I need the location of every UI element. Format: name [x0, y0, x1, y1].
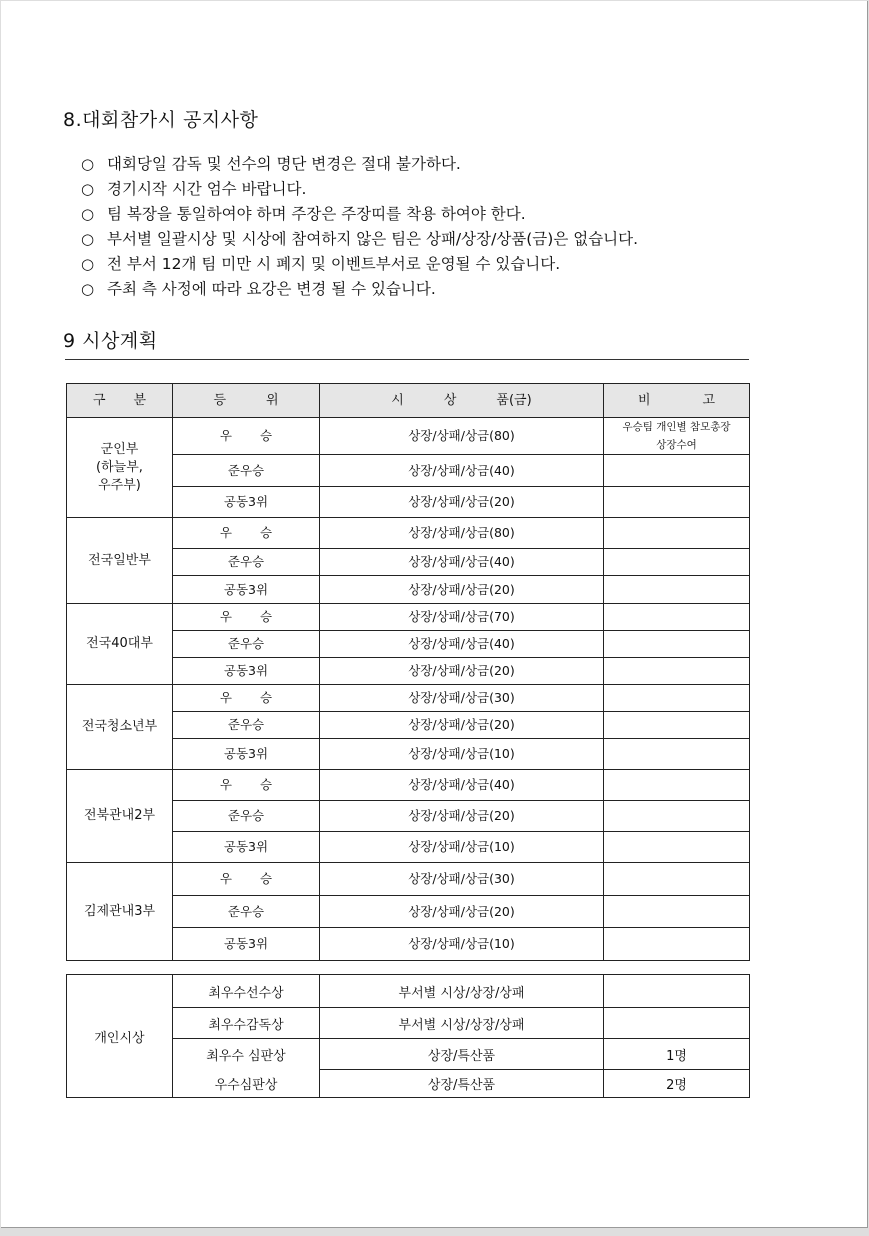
rank-text: 준우승: [227, 808, 265, 823]
division-name-line: 김제관내3부: [83, 903, 156, 919]
notice-item: [81, 177, 638, 202]
rank-text: 승: [260, 428, 273, 443]
notice-list: [81, 152, 638, 302]
header-prize: 시 상 품(금): [320, 384, 604, 418]
rank-text: 준우승: [227, 636, 265, 651]
remark-cell: [604, 928, 750, 961]
remark-cell: [604, 658, 750, 685]
prize-cell: 상장/상패/상금(20): [320, 658, 604, 685]
rank-cell: [173, 928, 320, 961]
individual-division-name: 개인시상: [67, 975, 173, 1098]
remark-cell: [604, 418, 750, 455]
division-name-line: (하늘부,: [96, 459, 143, 475]
award-row: [67, 418, 750, 455]
rank-text: 공동3위: [223, 494, 269, 509]
remark-cell: [604, 685, 750, 712]
rank-text: 공동3위: [223, 936, 269, 951]
notice-item: [81, 252, 638, 277]
header-division: 구 분: [67, 384, 173, 418]
division-name-line: 전국일반부: [88, 552, 151, 568]
rank-text: 우: [219, 777, 232, 792]
rank-cell: [173, 455, 320, 487]
individual-award-prize: 상장/특산품: [320, 1070, 604, 1098]
rank-cell: [173, 896, 320, 928]
remark-cell: [604, 770, 750, 801]
rank-cell: [173, 770, 320, 801]
award-row: [67, 770, 750, 801]
remark-cell: [604, 455, 750, 487]
individual-award-name: 최우수선수상: [173, 975, 320, 1008]
prize-cell: 상장/상패/상금(80): [320, 518, 604, 549]
rank-text: 승: [260, 777, 273, 792]
individual-award-name: 최우수 심판상: [173, 1039, 320, 1070]
notice-item: [81, 277, 638, 302]
notice-text: 팀 복장을 통일하여야 하며 주장은 주장띠를 착용 하여야 한다.: [107, 205, 526, 223]
rank-cell: [173, 549, 320, 576]
individual-award-count: [604, 1008, 750, 1039]
prize-cell: 상장/상패/상금(70): [320, 604, 604, 631]
prize-cell: 상장/상패/상금(20): [320, 712, 604, 739]
division-name: [67, 685, 173, 770]
notice-text: 부서별 일괄시상 및 시상에 참여하지 않은 팀은 상패/상장/상품(금)은 없습니다.: [107, 230, 639, 248]
awards-table: [66, 383, 750, 961]
individual-award-name: 최우수감독상: [173, 1008, 320, 1039]
remark-cell: [604, 576, 750, 604]
prize-cell: 상장/상패/상금(20): [320, 896, 604, 928]
award-row: [67, 863, 750, 896]
rank-cell: [173, 658, 320, 685]
rank-text: 우: [219, 609, 232, 624]
rank-cell: [173, 801, 320, 832]
prize-cell: 상장/상패/상금(10): [320, 832, 604, 863]
circle-bullet-icon: ○: [81, 155, 95, 173]
rank-cell: [173, 712, 320, 739]
rank-cell: [173, 631, 320, 658]
notice-item: [81, 152, 638, 177]
individual-award-name: 우수심판상: [173, 1070, 320, 1098]
circle-bullet-icon: ○: [81, 205, 95, 223]
prize-cell: 상장/상패/상금(40): [320, 631, 604, 658]
individual-awards-table: [66, 974, 750, 1098]
individual-award-count: [604, 975, 750, 1008]
individual-award-prize: 부서별 시상/상장/상패: [320, 1008, 604, 1039]
remark-cell: [604, 518, 750, 549]
division-name-line: 전국40대부: [86, 636, 153, 651]
rank-cell: [173, 576, 320, 604]
remark-cell: [604, 712, 750, 739]
rank-cell: [173, 604, 320, 631]
award-row: [67, 604, 750, 631]
remark-cell: [604, 863, 750, 896]
prize-cell: 상장/상패/상금(20): [320, 801, 604, 832]
prize-cell: 상장/상패/상금(40): [320, 455, 604, 487]
rank-text: 공동3위: [223, 746, 269, 761]
rank-text: 준우승: [227, 462, 265, 478]
award-row: [67, 685, 750, 712]
rank-cell: [173, 487, 320, 518]
notice-text: 주최 측 사정에 따라 요강은 변경 될 수 있습니다.: [107, 280, 436, 298]
remark-cell: [604, 801, 750, 832]
individual-award-count: 1명: [604, 1039, 750, 1070]
prize-cell: 상장/상패/상금(30): [320, 863, 604, 896]
remark-line: 우승팀 개인별 참모총장: [622, 421, 731, 433]
division-name: [67, 863, 173, 961]
section-9-heading: 9 시상계획: [63, 330, 158, 352]
division-name: [67, 418, 173, 518]
prize-cell: 상장/상패/상금(30): [320, 685, 604, 712]
rank-text: 우: [219, 525, 232, 540]
rank-cell: [173, 418, 320, 455]
prize-cell: 상장/상패/상금(10): [320, 739, 604, 770]
remark-cell: [604, 604, 750, 631]
rank-text: 승: [260, 525, 273, 540]
circle-bullet-icon: ○: [81, 180, 95, 198]
rank-text: 공동3위: [223, 581, 269, 597]
division-name: [67, 770, 173, 863]
heading-underline: [65, 359, 749, 360]
remark-cell: [604, 832, 750, 863]
division-name-line: 군인부: [100, 441, 139, 457]
rank-text: 준우승: [227, 903, 265, 919]
prize-cell: 상장/상패/상금(40): [320, 770, 604, 801]
rank-cell: [173, 518, 320, 549]
remark-cell: [604, 739, 750, 770]
remark-line: 상장수여: [656, 439, 697, 451]
rank-cell: [173, 685, 320, 712]
rank-text: 공동3위: [223, 839, 269, 854]
rank-text: 준우승: [227, 717, 265, 732]
remark-cell: [604, 487, 750, 518]
rank-text: 공동3위: [223, 663, 269, 678]
rank-text: 승: [260, 609, 273, 624]
rank-cell: [173, 863, 320, 896]
division-name-line: 전국청소년부: [81, 719, 158, 734]
document-page: [1, 1, 868, 1228]
section-8-heading: 8.대회참가시 공지사항: [63, 109, 259, 131]
rank-text: 승: [260, 871, 273, 886]
rank-text: 우: [219, 690, 232, 705]
awards-header-row: [67, 384, 750, 418]
remark-cell: [604, 896, 750, 928]
remark-cell: [604, 549, 750, 576]
rank-text: 우: [219, 428, 232, 443]
prize-cell: 상장/상패/상금(20): [320, 487, 604, 518]
prize-cell: 상장/상패/상금(40): [320, 549, 604, 576]
prize-cell: 상장/상패/상금(20): [320, 576, 604, 604]
notice-text: 경기시작 시간 엄수 바랍니다.: [107, 180, 307, 198]
individual-award-prize: 상장/특산품: [320, 1039, 604, 1070]
rank-text: 준우승: [227, 554, 265, 569]
division-name-line: 우주부): [98, 477, 141, 493]
individual-award-count: 2명: [604, 1070, 750, 1098]
individual-award-prize: 부서별 시상/상장/상패: [320, 975, 604, 1008]
division-name-line: 전북관내2부: [83, 808, 156, 823]
division-name: [67, 518, 173, 604]
rank-text: 우: [219, 871, 232, 886]
rank-cell: [173, 739, 320, 770]
circle-bullet-icon: ○: [81, 280, 95, 298]
individual-row: [67, 975, 750, 1008]
notice-item: [81, 227, 638, 252]
remark-cell: [604, 631, 750, 658]
rank-cell: [173, 832, 320, 863]
circle-bullet-icon: ○: [81, 230, 95, 248]
prize-cell: 상장/상패/상금(10): [320, 928, 604, 961]
header-remark: 비 고: [604, 384, 750, 418]
circle-bullet-icon: ○: [81, 255, 95, 273]
division-name: [67, 604, 173, 685]
prize-cell: 상장/상패/상금(80): [320, 418, 604, 455]
header-rank: 등 위: [173, 384, 320, 418]
notice-text: 전 부서 12개 팀 미만 시 폐지 및 이벤트부서로 운영될 수 있습니다.: [107, 255, 561, 273]
notice-item: [81, 202, 638, 227]
award-row: [67, 518, 750, 549]
rank-text: 승: [260, 690, 273, 705]
notice-text: 대회당일 감독 및 선수의 명단 변경은 절대 불가하다.: [107, 155, 461, 173]
